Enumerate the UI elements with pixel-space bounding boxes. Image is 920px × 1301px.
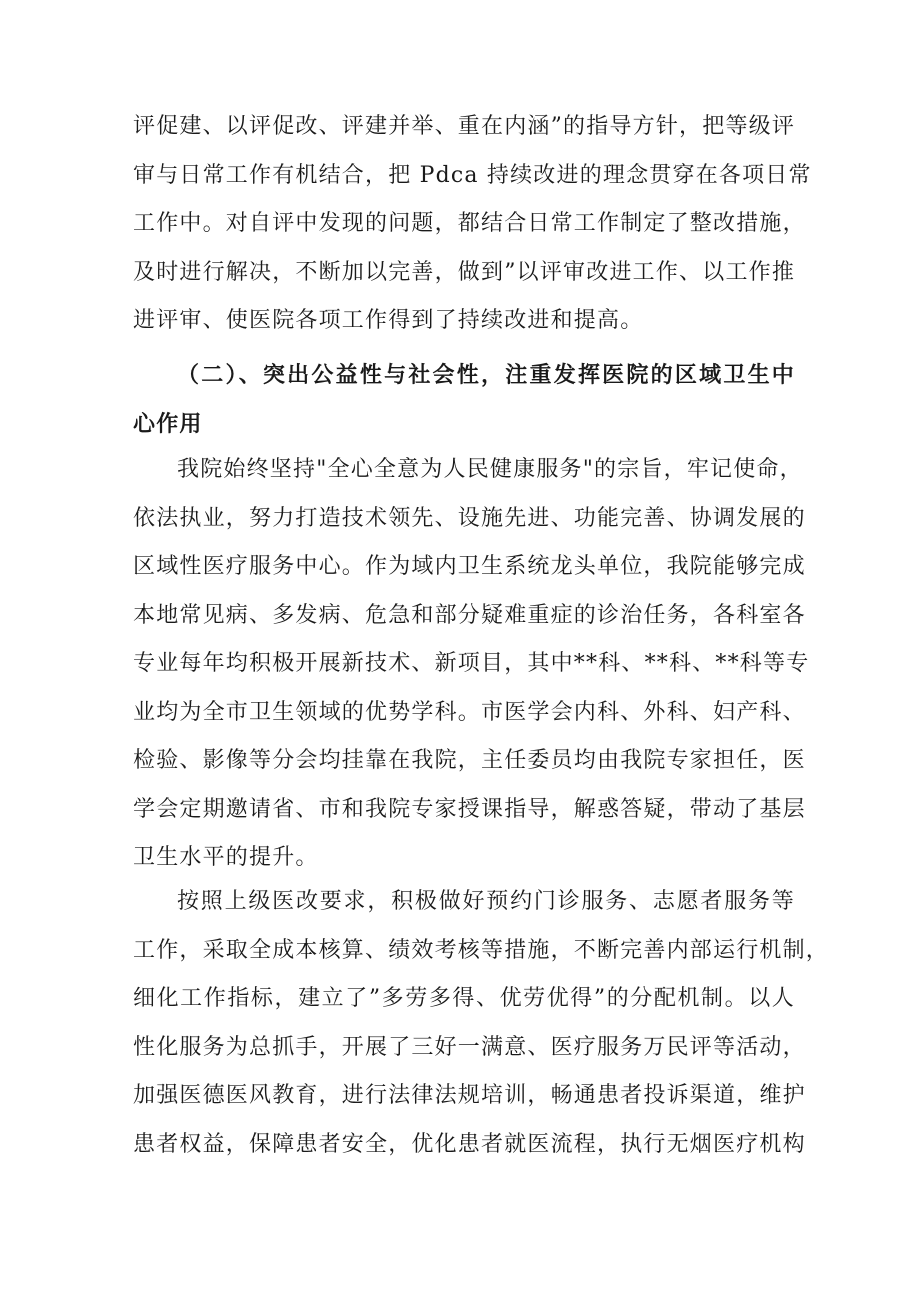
paragraph-line: 及时进行解决，不断加以完善，做到”以评审改进工作、以工作推 [133, 259, 796, 285]
paragraph-continuation [133, 103, 812, 346]
paragraph-line: 工作，采取全成本核算、绩效考核等措施，不断完善内部运行机制， [133, 937, 830, 963]
paragraph-line: 业均为全市卫生领域的优势学科。市医学会内科、外科、妇产科、 [133, 699, 806, 725]
paragraph-line: 卫生水平的提升。 [133, 845, 319, 870]
paragraph-line: 依法执业，努力打造技术领先、设施先进、功能完善、协调发展的 [133, 505, 806, 531]
heading-line: 心作用 [133, 411, 203, 437]
paragraph-line: 细化工作指标，建立了”多劳多得、优劳优得”的分配机制。以人 [133, 986, 795, 1011]
paragraph-line: 按照上级医改要求，积极做好预约门诊服务、志愿者服务等 [177, 889, 795, 914]
paragraph-mission [133, 446, 810, 883]
paragraph-line: 我院始终坚持"全心全意为人民健康服务"的宗旨，牢记使命， [177, 457, 803, 482]
heading-line: （二）、突出公益性与社会性，注重发挥医院的区域卫生中 [177, 363, 795, 388]
paragraph-line: 学会定期邀请省、市和我院专家授课指导，解惑答疑，带动了基层 [133, 796, 806, 822]
paragraph-reform [133, 878, 830, 1169]
paragraph-line: 审与日常工作有机结合，把 Pdca 持续改进的理念贯穿在各项日常 [133, 162, 812, 188]
paragraph-line: 加强医德医风教育，进行法律法规培训，畅通患者投诉渠道，维护 [133, 1083, 806, 1108]
paragraph-line: 工作中。对自评中发现的问题，都结合日常工作制定了整改措施， [133, 211, 806, 236]
paragraph-line: 进评审、使医院各项工作得到了持续改进和提高。 [133, 308, 644, 333]
paragraph-line: 评促建、以评促改、评建并举、重在内涵”的指导方针，把等级评 [133, 114, 796, 139]
paragraph-line: 本地常见病、多发病、危急和部分疑难重症的诊治任务，各科室各 [133, 602, 806, 628]
paragraph-line: 区域性医疗服务中心。作为域内卫生系统龙头单位，我院能够完成 [133, 554, 806, 579]
section-heading [133, 352, 795, 449]
paragraph-line: 患者权益，保障患者安全，优化患者就医流程，执行无烟医疗机构 [133, 1131, 806, 1157]
paragraph-line: 性化服务为总抓手，开展了三好一满意、医疗服务万民评等活动， [133, 1034, 806, 1060]
paragraph-line: 检验、影像等分会均挂靠在我院，主任委员均由我院专家担任，医 [133, 748, 806, 773]
paragraph-line: 专业每年均积极开展新技术、新项目，其中**科、**科、**科等专 [133, 651, 810, 676]
